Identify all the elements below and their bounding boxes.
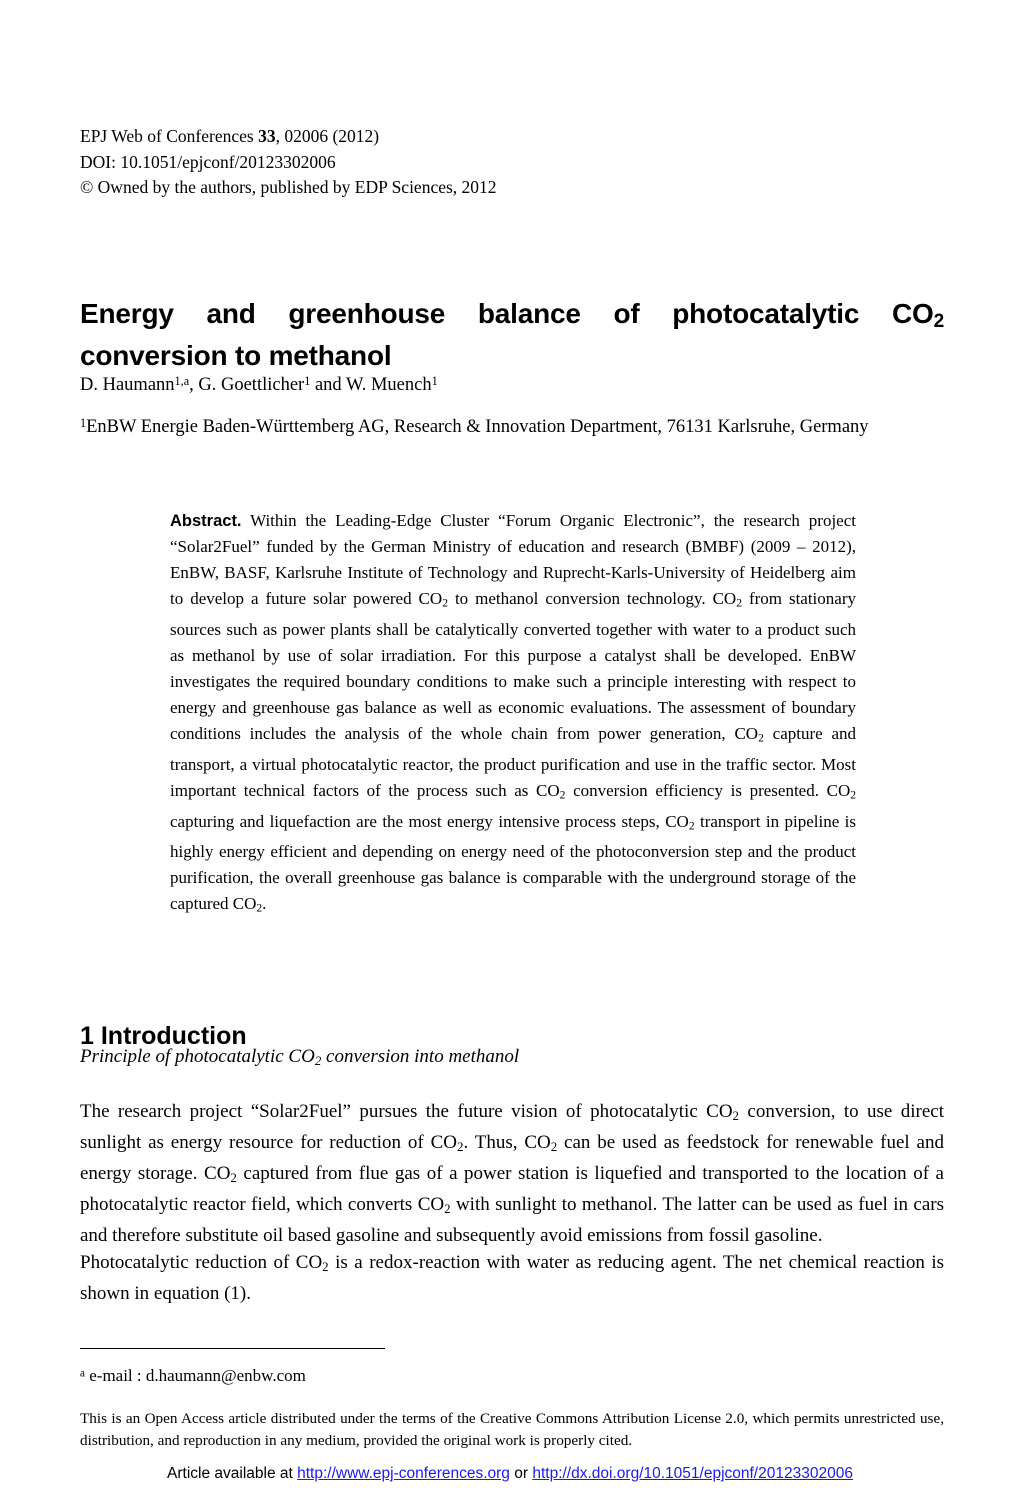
- section-heading-introduction: 1 Introduction: [80, 1021, 247, 1050]
- body-p1-text-2: conversion, to use direct sunlight as energy resource for reduction of CO: [80, 1101, 944, 1154]
- abstract-subscript-5: 2: [850, 788, 857, 802]
- author-separator-1: ,: [189, 375, 199, 395]
- author-1-affiliation-marker: 1,a: [174, 373, 190, 388]
- abstract-subscript-6: 2: [688, 819, 695, 833]
- body-p1-text-3: . Thus, CO: [463, 1132, 551, 1154]
- abstract-subscript-7: 2: [256, 901, 263, 915]
- body-paragraph-1: [80, 1098, 944, 1249]
- body-p1-text-4: can be used as feedstock for renewable fuel and energy storage. CO: [80, 1132, 944, 1185]
- affiliation-text: EnBW Energie Baden-Württemberg AG, Research & Innovation Department, 76131 Karlsruhe, Germany: [86, 417, 869, 437]
- abstract-text-3: from stationary sources such as power plants shall be catalytically converted together with water to a product such as methanol by use of solar irradiation. For this purpose a catalyst shall be developed. EnBW investigates the required boundary conditions to make such a principle interesting with respect to energy and greenhouse gas balance as well as economic evaluations. The assessment of boundary conditions includes the analysis of the whole chain from power generation, CO: [170, 589, 856, 744]
- section-subtitle-subscript: 2: [314, 1052, 322, 1068]
- abstract-block: [170, 508, 856, 922]
- title-line-2: conversion to methanol: [80, 339, 392, 371]
- footnote-email: [80, 1364, 306, 1388]
- body-p1-subscript-4: 2: [230, 1169, 237, 1185]
- body-p1-subscript-1: 2: [732, 1107, 739, 1123]
- footnote-marker: a: [80, 1367, 85, 1380]
- affiliation: [80, 414, 950, 441]
- journal-copyright-line: © Owned by the authors, published by EDP Sciences, 2012: [80, 177, 497, 197]
- journal-doi-line: DOI: 10.1051/epjconf/20123302006: [80, 151, 336, 172]
- body-p1-text-1: The research project “Solar2Fuel” pursues the future vision of photocatalytic CO: [80, 1101, 733, 1122]
- introduction-body: [80, 1098, 944, 1308]
- author-list: [80, 373, 944, 397]
- section-subtitle-text-2: conversion into methanol: [321, 1046, 520, 1067]
- footnote-text: e-mail : d.haumann@enbw.com: [84, 1366, 306, 1385]
- body-p2-text-2: is a redox-reaction with water as reducing agent. The net chemical reaction is shown in equation (1).: [80, 1252, 944, 1305]
- footnote-separator-rule: [80, 1348, 385, 1349]
- abstract-text-5: conversion efficiency is presented. CO: [565, 781, 851, 800]
- author-3-affiliation-marker: 1: [431, 373, 438, 388]
- affiliation-marker: 1: [80, 415, 87, 430]
- article-availability-line: [0, 1464, 1020, 1484]
- body-p2-text-1: Photocatalytic reduction of CO: [80, 1252, 323, 1274]
- abstract-subscript-3: 2: [758, 731, 764, 745]
- title-line-1: [80, 297, 944, 339]
- journal-citation-line: [80, 124, 780, 150]
- author-separator-2: and: [310, 375, 346, 395]
- title-subscript-2: 2: [933, 310, 944, 332]
- availability-separator: or: [509, 1465, 533, 1482]
- author-2-name: G. Goettlicher: [198, 375, 305, 395]
- abstract-subscript-4: 2: [559, 788, 566, 802]
- body-p1-subscript-5: 2: [444, 1200, 451, 1216]
- section-subtitle: [80, 1044, 519, 1074]
- epj-conferences-link[interactable]: http://www.epj-conferences.org: [297, 1465, 510, 1482]
- abstract-text-8: .: [262, 894, 267, 914]
- page-title: [80, 297, 944, 373]
- journal-header: [80, 124, 780, 201]
- journal-volume: 33: [258, 126, 276, 146]
- doi-link[interactable]: http://dx.doi.org/10.1051/epjconf/20123302006: [532, 1465, 853, 1482]
- body-p1-subscript-2: 2: [456, 1138, 464, 1154]
- abstract-text-4: capture and transport, a virtual photocatalytic reactor, the product purification and use in the traffic sector. Most important technical factors of the process such as CO: [170, 724, 856, 800]
- abstract-text-2: to methanol conversion technology. CO: [447, 589, 737, 609]
- abstract-label: Abstract.: [170, 512, 242, 530]
- body-p1-text-5: captured from flue gas of a power station is liquefied and transported to the location of a photocatalytic reactor field, which converts CO: [80, 1163, 944, 1216]
- abstract-text-7: transport in pipeline is highly energy efficient and depending on energy need of the photoconversion step and the product purification, the overall greenhouse gas balance is comparable with the underground storage of the captured CO: [170, 811, 856, 914]
- abstract-text-6: capturing and liquefaction are the most energy intensive process steps, CO: [170, 811, 689, 831]
- body-p1-text-6: with sunlight to methanol. The latter can be used as fuel in cars and therefore substitute oil based gasoline and subsequently avoid emissions from fossil gasoline.: [80, 1194, 944, 1247]
- journal-name-and-volume-prefix: EPJ Web of Conferences: [80, 126, 259, 146]
- abstract-text-1: Within the Leading-Edge Cluster “Forum Organic Electronic”, the research project “Solar2Fuel” funded by the German Ministry of education and research (BMBF) (2009 – 2012), EnBW, BASF, Karlsruhe Institute of Technology and Ruprecht-Karls-University of Heidelberg aim to develop a future solar powered CO: [170, 511, 856, 609]
- abstract-subscript-1: 2: [442, 596, 448, 610]
- open-access-license-text: This is an Open Access article distributed under the terms of the Creative Commons Attribution License 2.0, which permits unrestricted use, distribution, and reproduction in any medium, provided the original work is properly cited.: [80, 1410, 944, 1449]
- author-2-affiliation-marker: 1: [304, 373, 311, 388]
- journal-article-number: , 02006 (2012): [275, 126, 380, 146]
- author-3-name: W. Muench: [345, 375, 432, 395]
- author-1-name: D. Haumann: [80, 375, 175, 395]
- body-p1-subscript-3: 2: [550, 1138, 558, 1154]
- availability-prefix: Article available at: [167, 1465, 298, 1482]
- abstract-subscript-2: 2: [736, 596, 742, 610]
- body-p2-subscript-1: 2: [322, 1259, 329, 1275]
- section-subtitle-text-1: Principle of photocatalytic CO: [80, 1046, 315, 1067]
- title-line-1-text: Energy and greenhouse balance of photocatalytic CO: [80, 297, 934, 329]
- body-paragraph-2: [80, 1249, 944, 1307]
